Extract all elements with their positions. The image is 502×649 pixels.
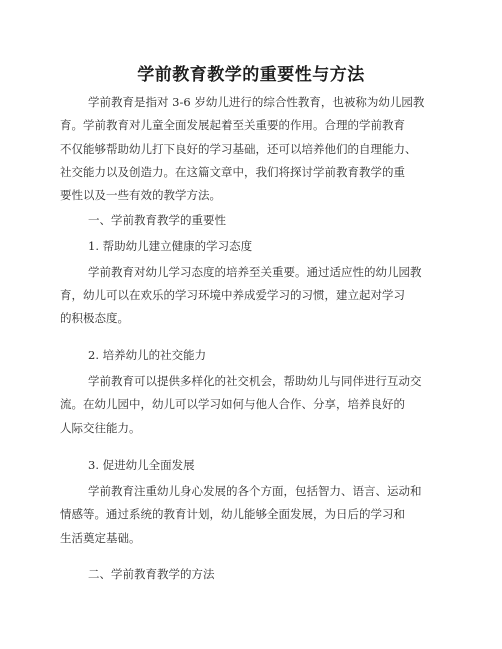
subsection-2-line-1: 学前教育可以提供多样化的社交机会，帮助幼儿与同伴进行互动交 — [88, 374, 422, 388]
intro-line-3: 不仅能够帮助幼儿打下良好的学习基础，还可以培养他们的自理能力、 — [60, 142, 417, 156]
intro-line-4: 社交能力以及创造力。在这篇文章中，我们将探讨学前教育教学的重 — [60, 165, 405, 179]
subsection-2-heading: 2. 培养幼儿的社交能力 — [88, 348, 207, 362]
intro-line-2: 育。学前教育对儿童全面发展起着至关重要的作用。合理的学前教育 — [60, 118, 405, 132]
section-2-heading: 二、学前教育教学的方法 — [88, 567, 215, 581]
document-title: 学前教育教学的重要性与方法 — [137, 65, 365, 85]
subsection-3-heading: 3. 促进幼儿全面发展 — [88, 458, 195, 472]
subsection-2-line-2: 流。在幼儿园中，幼儿可以学习如何与他人合作、分享，培养良好的 — [60, 397, 405, 411]
subsection-1-line-1: 学前教育对幼儿学习态度的培养至关重要。通过适应性的幼儿园教 — [88, 265, 422, 279]
subsection-1-heading: 1. 帮助幼儿建立健康的学习态度 — [88, 239, 253, 253]
subsection-3-line-3: 生活奠定基础。 — [60, 531, 141, 545]
subsection-2-line-3: 人际交往能力。 — [60, 421, 141, 435]
section-1-heading: 一、学前教育教学的重要性 — [88, 213, 226, 227]
intro-line-1: 学前教育是指对 3-6 岁幼儿进行的综合性教育，也被称为幼儿园教 — [88, 95, 425, 109]
subsection-1-line-2: 育，幼儿可以在欢乐的学习环境中养成爱学习的习惯，建立起对学习 — [60, 288, 405, 302]
subsection-3-line-2: 情感等。通过系统的教育计划，幼儿能够全面发展，为日后的学习和 — [60, 507, 405, 521]
intro-line-5: 要性以及一些有效的教学方法。 — [60, 188, 221, 202]
subsection-3-line-1: 学前教育注重幼儿身心发展的各个方面，包括智力、语言、运动和 — [88, 484, 422, 498]
subsection-1-line-3: 的积极态度。 — [60, 311, 129, 325]
